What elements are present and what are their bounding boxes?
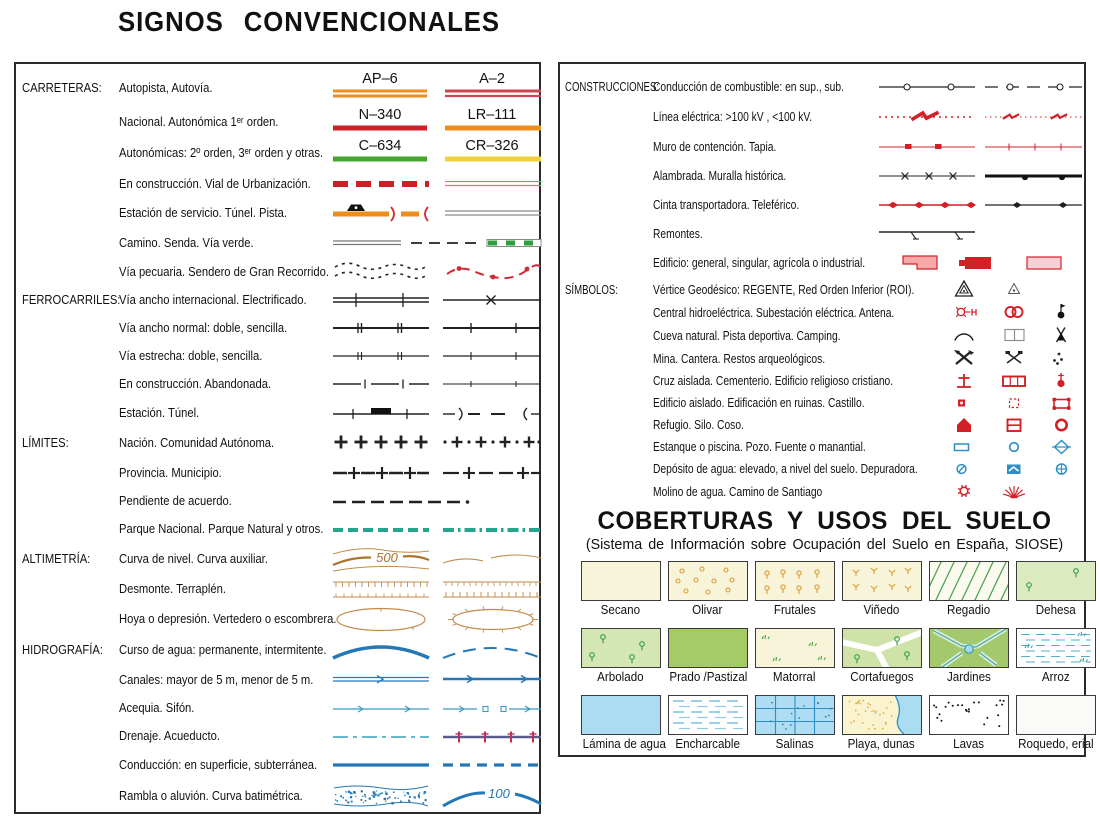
landcover-label: Matorral <box>773 669 816 684</box>
legend-row <box>22 70 539 106</box>
landcover-label: Cortafuegos <box>849 669 914 684</box>
row-label: Alambrada. Muralla histórica. <box>653 167 787 183</box>
landcover-label: Salinas <box>775 736 814 751</box>
row-label: Depósito de agua: elevado, a nivel del suelo. Depuradora. <box>653 461 918 476</box>
mina-cantera-symbol <box>877 347 1084 370</box>
legend-row <box>22 228 539 257</box>
edificio-aislado-symbol <box>877 392 1084 414</box>
central-hidroelectrica-symbol <box>877 301 1084 324</box>
landcover-label: Encharcable <box>675 736 740 751</box>
combustible-symbol <box>877 72 1084 102</box>
section-label: CONSTRUCCIONES: <box>565 79 660 94</box>
legend-row <box>22 398 539 427</box>
construccion-vial-symbol <box>331 169 543 198</box>
dehesa-swatch <box>1016 561 1096 601</box>
row-label: Acequia. Sifón. <box>119 700 195 715</box>
refugio-silo-symbol <box>877 414 1084 436</box>
cueva-camping-symbol <box>877 324 1084 347</box>
landcover-label: Roquedo, erial <box>1017 736 1094 751</box>
landcover-cell <box>577 561 664 619</box>
left-panel <box>14 62 541 814</box>
right-panel <box>558 62 1094 757</box>
row-label: Conducción de combustible: en sup., sub. <box>653 79 844 94</box>
svg-text:N–340: N–340 <box>358 107 402 123</box>
rambla-symbol <box>331 779 543 813</box>
via-pecuaria-symbol <box>331 257 543 286</box>
limite-provincia-symbol <box>331 458 543 487</box>
landcover-label: Dehesa <box>1035 602 1076 617</box>
legend-row <box>22 427 539 458</box>
page-title: SIGNOS CONVENCIONALES <box>118 6 500 37</box>
muro-symbol <box>877 132 1084 161</box>
hoya-symbol <box>331 604 543 634</box>
legend-row <box>565 248 1084 278</box>
autopista-symbol <box>331 70 543 106</box>
legend-row <box>565 414 1084 436</box>
svg-text:CR–326: CR–326 <box>465 138 519 154</box>
ffcc-construccion-symbol <box>331 370 543 398</box>
landcover-grid <box>577 561 1094 753</box>
coberturas-section <box>565 507 1094 753</box>
cruz-cementerio-symbol <box>877 370 1084 392</box>
row-label: Camino. Senda. Vía verde. <box>119 234 254 250</box>
landcover-label: Viñedo <box>863 602 900 617</box>
landcover-cell <box>1012 695 1099 753</box>
linea-electrica-symbol <box>877 102 1084 132</box>
legend-row <box>22 634 539 665</box>
roquedo-erial-swatch <box>1016 695 1096 735</box>
edificio-symbol <box>877 248 1084 278</box>
svg-text:C–634: C–634 <box>358 138 402 154</box>
landcover-label: Frutales <box>773 602 816 617</box>
landcover-cell <box>925 561 1012 619</box>
landcover-label: Olivar <box>692 602 723 617</box>
legend-row <box>22 257 539 286</box>
ffcc-estrecha-symbol <box>331 342 543 370</box>
conduccion-agua-symbol <box>331 750 543 779</box>
coberturas-title: COBERTURAS Y USOS DEL SUELO <box>597 507 1052 535</box>
matorral-swatch <box>755 628 835 668</box>
curso-agua-symbol <box>331 634 543 665</box>
row-label: Conducción: en superficie, subterránea. <box>119 756 318 772</box>
landcover-row <box>577 561 1084 619</box>
nacional-symbol <box>331 106 543 137</box>
row-label: Estanque o piscina. Pozo. Fuente o manantial. <box>653 439 866 454</box>
secano-swatch <box>581 561 661 601</box>
landcover-row <box>577 628 1084 686</box>
row-label: Hoya o depresión. Vertedero o escombrera. <box>119 611 337 626</box>
legend-row <box>22 137 539 169</box>
row-label: Mina. Cantera. Restos arqueológicos. <box>653 350 826 366</box>
landcover-cell <box>925 695 1012 753</box>
svg-text:100: 100 <box>488 786 510 801</box>
landcover-cell <box>664 628 751 686</box>
row-label: Refugio. Silo. Coso. <box>653 417 744 432</box>
arbolado-swatch <box>581 628 661 668</box>
coberturas-subtitle: (Sistema de Información sobre Ocupación del Suelo en España, SIOSE) <box>585 537 1064 553</box>
legend-row <box>565 480 1084 503</box>
legend-row <box>22 722 539 750</box>
legend-row <box>565 347 1084 370</box>
legend-row <box>22 314 539 342</box>
ffcc-internacional-symbol <box>331 286 543 314</box>
regadio-swatch <box>929 561 1009 601</box>
legend-row <box>22 750 539 779</box>
row-label: Nacional. Autonómica 1ᵉʳ orden. <box>119 113 279 129</box>
row-label: Pendiente de acuerdo. <box>119 493 232 508</box>
svg-text:H: H <box>970 307 978 318</box>
landcover-cell <box>751 628 838 686</box>
row-label: Remontes. <box>653 225 703 241</box>
legend-row <box>22 342 539 370</box>
arroz-swatch <box>1016 628 1096 668</box>
landcover-cell <box>664 561 751 619</box>
canales-symbol <box>331 665 543 694</box>
landcover-label: Playa, dunas <box>847 736 916 751</box>
row-label: Cueva natural. Pista deportiva. Camping. <box>653 327 841 343</box>
row-label: En construcción. Vial de Urbanización. <box>119 175 311 191</box>
landcover-cell <box>577 628 664 686</box>
legend-row <box>22 574 539 604</box>
row-label: Edificio: general, singular, agrícola o industrial. <box>653 255 866 270</box>
legend-row <box>22 487 539 515</box>
autonomicas-symbol <box>331 137 543 169</box>
row-label: Rambla o aluvión. Curva batimétrica. <box>119 788 303 803</box>
legend-row <box>22 198 539 228</box>
landcover-cell <box>838 561 925 619</box>
ffcc-estacion-symbol <box>331 398 543 427</box>
svg-text:A–2: A–2 <box>479 71 505 87</box>
row-label: Provincia. Municipio. <box>119 464 222 480</box>
section-label: LÍMITES: <box>22 434 69 450</box>
row-label: Estación. Túnel. <box>119 404 200 420</box>
legend-row <box>565 324 1084 347</box>
legend-row <box>22 665 539 694</box>
row-label: Muro de contención. Tapia. <box>653 138 777 154</box>
legend-row <box>22 169 539 198</box>
prado-swatch <box>668 628 748 668</box>
landcover-cell <box>751 695 838 753</box>
legend-row <box>22 694 539 722</box>
lavas-swatch <box>929 695 1009 735</box>
row-label: Molino de agua. Camino de Santiago <box>653 483 823 499</box>
row-label: Vía ancho normal: doble, sencilla. <box>119 320 288 335</box>
lamina-de-agua-swatch <box>581 695 661 735</box>
row-label: Vía pecuaria. Sendero de Gran Recorrido. <box>119 263 329 279</box>
row-label: Central hidroeléctrica. Subestación eléctrica. Antena. <box>653 304 895 320</box>
legend-row <box>22 286 539 314</box>
estanque-pozo-symbol <box>877 436 1084 458</box>
legend-row <box>565 102 1084 132</box>
legend-row <box>22 370 539 398</box>
landcover-label: Prado /Pastizal <box>669 669 748 684</box>
row-label: Curso de agua: permanente, intermitente. <box>119 641 327 657</box>
playa-dunas-swatch <box>842 695 922 735</box>
section-label: HIDROGRAFÍA: <box>22 641 103 657</box>
vinedo-swatch <box>842 561 922 601</box>
row-label: Autonómicas: 2º orden, 3ᵉʳ orden y otras. <box>119 145 324 160</box>
landcover-cell <box>838 628 925 686</box>
row-label: Vía estrecha: doble, sencilla. <box>119 348 263 363</box>
curvas-nivel-symbol <box>331 543 543 574</box>
legend-row <box>22 604 539 634</box>
remontes-symbol <box>877 219 1084 248</box>
legend-row <box>565 278 1084 301</box>
landcover-label: Regadio <box>946 602 991 617</box>
acequia-symbol <box>331 694 543 722</box>
cinta-symbol <box>877 190 1084 219</box>
legend-row <box>565 392 1084 414</box>
parque-symbol <box>331 515 543 543</box>
legend-row <box>22 543 539 574</box>
legend-row <box>565 161 1084 190</box>
salinas-swatch <box>755 695 835 735</box>
encharcable-swatch <box>668 695 748 735</box>
row-label: Vía ancho internacional. Electrificado. <box>119 292 307 307</box>
cortafuegos-swatch <box>842 628 922 668</box>
limite-nacion-symbol <box>331 427 543 458</box>
row-label: Edificio aislado. Edificación en ruinas. Castillo. <box>653 395 865 410</box>
row-label: Drenaje. Acueducto. <box>119 728 220 743</box>
landcover-label: Lavas <box>953 736 984 751</box>
legend-row <box>22 458 539 487</box>
landcover-cell <box>1012 628 1099 686</box>
landcover-label: Secano <box>600 602 641 617</box>
landcover-cell <box>577 695 664 753</box>
molino-santiago-symbol <box>877 480 1084 503</box>
landcover-label: Lámina de agua <box>582 736 666 751</box>
row-label: Nación. Comunidad Autónoma. <box>119 434 275 450</box>
estacion-servicio-symbol <box>331 198 543 228</box>
landcover-cell <box>1012 561 1099 619</box>
legend-row <box>565 219 1084 248</box>
desmonte-symbol <box>331 574 543 604</box>
svg-text:500: 500 <box>376 550 398 565</box>
row-label: Estación de servicio. Túnel. Pista. <box>119 205 288 220</box>
row-label: En construcción. Abandonada. <box>119 376 272 391</box>
row-label: Curva de nivel. Curva auxiliar. <box>119 550 268 566</box>
legend-row <box>565 301 1084 324</box>
svg-text:AP–6: AP–6 <box>362 71 398 87</box>
landcover-cell <box>838 695 925 753</box>
legend-row <box>565 132 1084 161</box>
legend-row <box>22 515 539 543</box>
alambrada-symbol <box>877 161 1084 190</box>
legend-row <box>565 190 1084 219</box>
legend-row <box>22 106 539 137</box>
section-label: SÍMBOLOS: <box>565 281 618 297</box>
legend-row <box>565 458 1084 480</box>
legend-row <box>22 779 539 813</box>
landcover-cell <box>664 695 751 753</box>
landcover-row <box>577 695 1094 753</box>
landcover-cell <box>751 561 838 619</box>
frutales-swatch <box>755 561 835 601</box>
landcover-label: Arroz <box>1041 669 1070 684</box>
legend-row <box>565 436 1084 458</box>
row-label: Desmonte. Terraplén. <box>119 581 226 596</box>
ffcc-normal-symbol <box>331 314 543 342</box>
row-label: Autopista, Autovía. <box>119 80 213 95</box>
landcover-label: Arbolado <box>597 669 644 684</box>
row-label: Cruz aislada. Cementerio. Edificio religioso cristiano. <box>653 373 894 388</box>
row-label: Parque Nacional. Parque Natural y otros. <box>119 521 324 536</box>
section-label: FERROCARRILES: <box>22 292 121 307</box>
section-label: ALTIMETRÍA: <box>22 550 91 566</box>
svg-text:LR–111: LR–111 <box>467 107 517 123</box>
row-label: Canales: mayor de 5 m, menor de 5 m. <box>119 671 314 687</box>
row-label: Línea eléctrica: >100 kV , <100 kV. <box>653 109 813 124</box>
legend-row <box>565 72 1084 102</box>
landcover-cell <box>925 628 1012 686</box>
jardines-swatch <box>929 628 1009 668</box>
section-label: CARRETERAS: <box>22 80 102 95</box>
drenaje-symbol <box>331 722 543 750</box>
olivar-swatch <box>668 561 748 601</box>
limite-pendiente-symbol <box>331 487 543 515</box>
row-label: Vértice Geodésico: REGENTE, Red Orden Inferior (ROI). <box>653 281 915 297</box>
camino-senda-symbol <box>331 228 543 257</box>
landcover-label: Jardines <box>946 669 991 684</box>
legend-row <box>565 370 1084 392</box>
row-label: Cinta transportadora. Teleférico. <box>653 196 800 212</box>
